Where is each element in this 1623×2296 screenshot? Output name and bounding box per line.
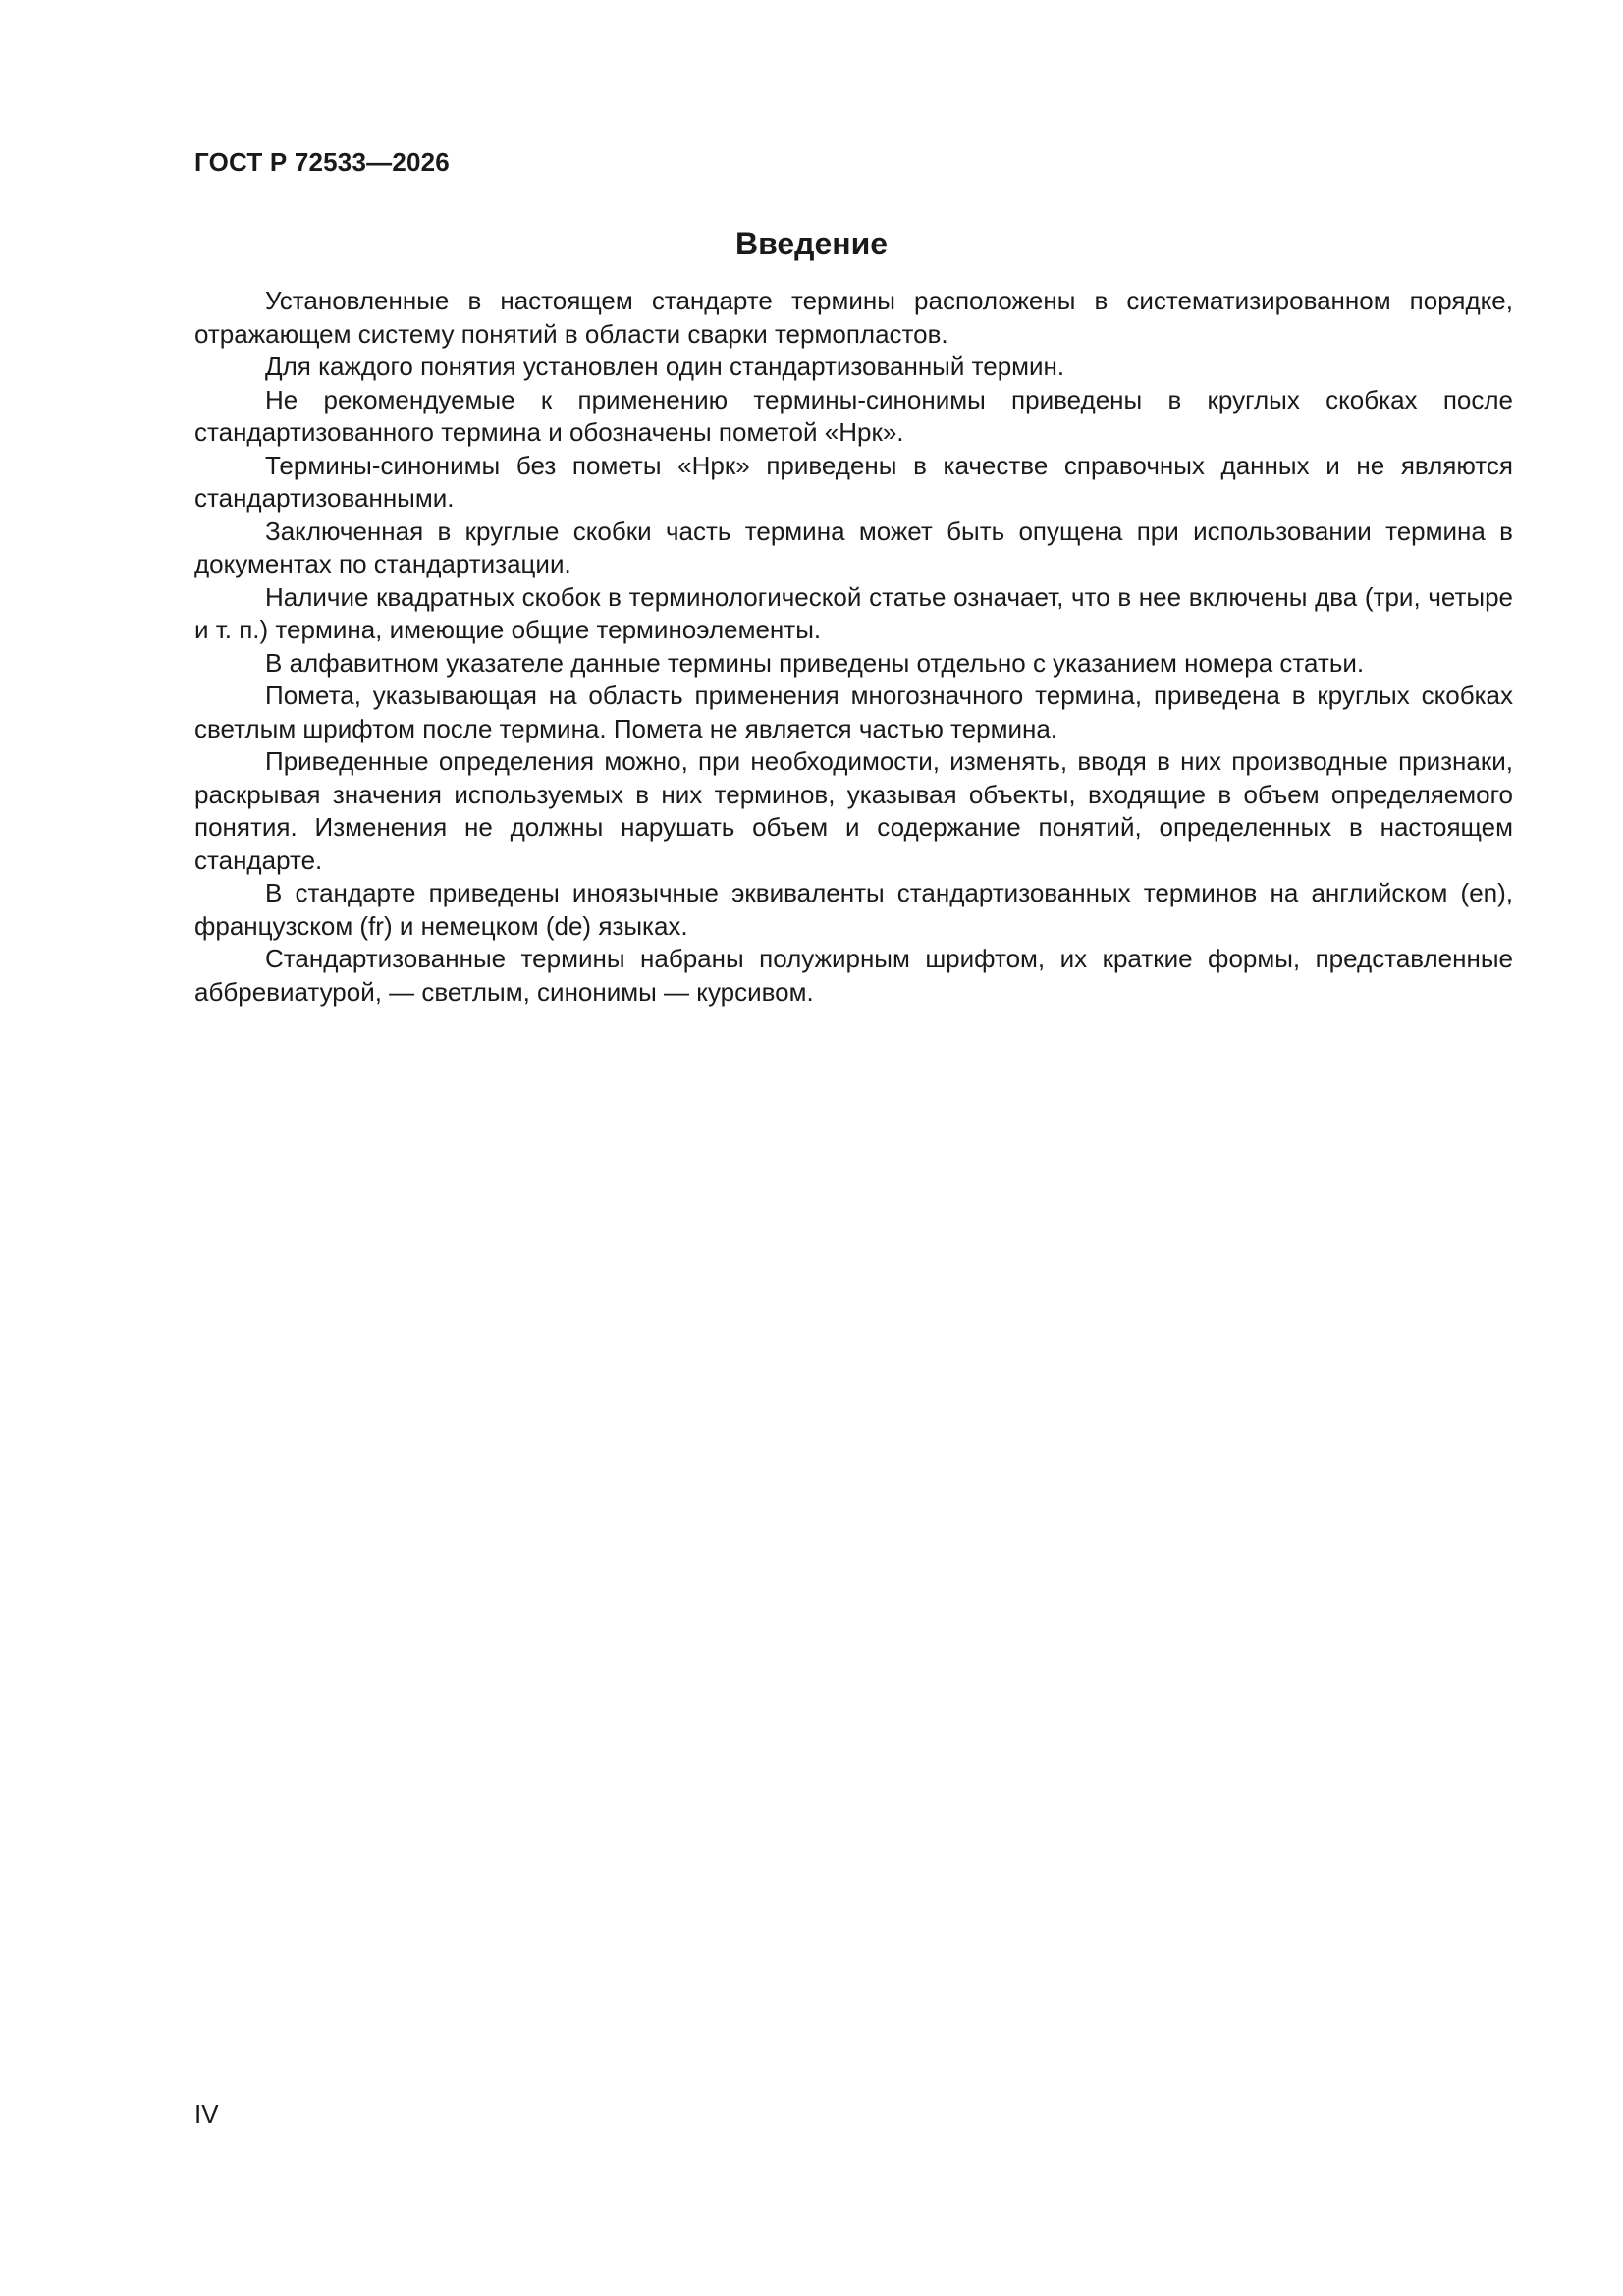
paragraph: Для каждого понятия установлен один стандартизованный термин. <box>265 352 1065 381</box>
paragraph: Установленные в настоящем стандарте термины расположены в систематизированном порядке, отражающем систему понятий в области сварки термопластов. <box>194 286 1513 349</box>
paragraph: Заключенная в круглые скобки часть термина может быть опущена при использовании термина в документах по стандартизации. <box>194 516 1513 578</box>
paragraph: Стандартизованные термины набраны полужирным шрифтом, их краткие формы, представленные аббревиатурой, — светлым, синонимы — курсивом. <box>194 944 1513 1007</box>
page-number: IV <box>194 2100 219 2129</box>
paragraph: Наличие квадратных скобок в терминологической статье означает, что в нее включены два (три, четыре и т. п.) термина, имеющие общие терминоэлементы. <box>194 581 1513 644</box>
body-text <box>194 285 1513 1009</box>
section-title: Введение <box>734 226 889 261</box>
paragraph: В стандарте приведены иноязычные эквиваленты стандартизованных терминов на английском (en), французском (fr) и немецком (de) языках. <box>194 878 1513 941</box>
paragraph: Приведенные определения можно, при необходимости, изменять, вводя в них производные признаки, раскрывая значения используемых в них терминов, указывая объекты, входящие в объем определяемого понятия. Изменения не должны нарушать объем и содержание понятий, определенных в настоящем стандарте. <box>194 746 1513 875</box>
paragraph: Не рекомендуемые к применению термины-синонимы приведены в круглых скобках после стандартизованного термина и обозначены пометой «Нрк». <box>194 384 1513 447</box>
document-number: ГОСТ Р 72533—2026 <box>194 147 450 177</box>
paragraph: В алфавитном указателе данные термины приведены отдельно с указанием номера статьи. <box>265 647 1365 678</box>
paragraph: Помета, указывающая на область применения многозначного термина, приведена в круглых скобках светлым шрифтом после термина. Помета не является частью термина. <box>194 681 1513 743</box>
paragraph: Термины-синонимы без пометы «Нрк» приведены в качестве справочных данных и не являются стандартизованными. <box>194 450 1513 513</box>
